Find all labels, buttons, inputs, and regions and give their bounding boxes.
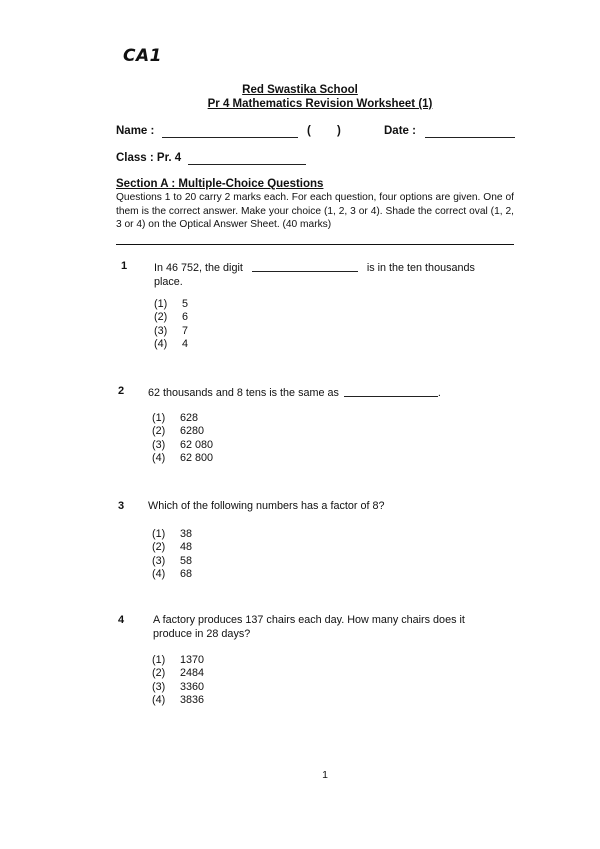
index-paren-close: )	[337, 125, 341, 137]
option-value: 38	[180, 528, 193, 540]
question-1-option-1	[154, 298, 188, 311]
question-2-text-after: .	[437, 387, 441, 399]
question-2-number: 2	[118, 385, 125, 397]
option-label: (2)	[152, 541, 166, 554]
option-value: 68	[180, 567, 193, 580]
option-value: 3360	[180, 680, 205, 693]
option-value: 6280	[180, 425, 205, 438]
option-value: 4	[182, 337, 189, 350]
question-1-answer-blank	[252, 260, 358, 272]
option-value: 6	[182, 311, 189, 324]
option-value: 7	[182, 324, 189, 337]
question-1-option-3	[154, 325, 188, 338]
worksheet-title: Pr 4 Mathematics Revision Worksheet (1)	[207, 98, 433, 110]
question-3-option-4	[152, 568, 192, 581]
option-label: (1)	[152, 654, 166, 666]
option-label: (4)	[152, 693, 166, 706]
section-a-instructions: Questions 1 to 20 carry 2 marks each. For each question, four options are given. One of them is the correct answer. Make your choice (1, 2, 3 or 4). Shade the correct oval (1, 2, 3 or 4) on the Optical Answer Sheet. (40 marks)	[116, 192, 514, 231]
question-1-text-line2: place.	[154, 275, 183, 288]
question-3-option-2	[152, 541, 192, 554]
option-value: 5	[182, 298, 189, 310]
question-2-answer-blank	[344, 385, 438, 397]
option-label: (4)	[152, 567, 166, 580]
date-label: Date :	[384, 125, 416, 137]
option-label: (3)	[152, 680, 166, 693]
name-field[interactable]	[162, 126, 298, 138]
index-number-field[interactable]	[316, 124, 334, 138]
name-label: Name :	[116, 125, 155, 137]
section-divider	[116, 244, 514, 245]
question-3-options	[152, 528, 192, 581]
question-4-text-line2: produce in 28 days?	[153, 627, 251, 640]
question-3-option-3	[152, 555, 192, 568]
question-1-text	[154, 260, 514, 289]
question-1-option-2	[154, 311, 188, 324]
question-1-number: 1	[121, 260, 128, 272]
question-4-option-1	[152, 654, 204, 667]
question-1-text-before: In 46 752, the digit	[154, 262, 243, 274]
question-1-text-after: is in the ten thousands	[366, 262, 475, 274]
question-2-option-4	[152, 452, 213, 465]
question-4-options	[152, 654, 204, 707]
option-value: 48	[180, 541, 193, 554]
question-4-option-2	[152, 667, 204, 680]
option-value: 62 080	[180, 438, 214, 451]
option-value: 3836	[180, 693, 205, 706]
option-label: (4)	[152, 451, 166, 464]
question-4-option-4	[152, 694, 204, 707]
option-label: (2)	[154, 311, 168, 324]
option-label: (1)	[152, 412, 166, 424]
page-number: 1	[322, 769, 328, 781]
question-4-number: 4	[118, 614, 125, 626]
option-label: (1)	[152, 528, 166, 540]
section-a-title: Section A : Multiple-Choice Questions	[116, 178, 324, 190]
class-field[interactable]	[188, 153, 306, 165]
option-value: 1370	[180, 654, 205, 666]
question-1-options	[154, 298, 188, 351]
option-label: (4)	[154, 337, 168, 350]
question-4-text-line1: A factory produces 137 chairs each day. How many chairs does it	[153, 614, 465, 626]
index-paren-open: (	[307, 125, 311, 137]
question-2-text-before: 62 thousands and 8 tens is the same as	[148, 387, 339, 399]
class-label: Class : Pr. 4	[116, 152, 182, 164]
option-value: 628	[180, 412, 199, 424]
option-label: (1)	[154, 298, 168, 310]
option-value: 58	[180, 554, 193, 567]
worksheet-tag: CA1	[123, 46, 162, 66]
question-3-option-1	[152, 528, 192, 541]
question-3-number: 3	[118, 500, 125, 512]
question-2-option-2	[152, 425, 213, 438]
option-label: (2)	[152, 667, 166, 680]
option-value: 62 800	[180, 451, 214, 464]
question-2-option-1	[152, 412, 213, 425]
question-4-text	[153, 614, 515, 641]
option-label: (3)	[152, 554, 166, 567]
question-2-option-3	[152, 439, 213, 452]
option-label: (3)	[152, 438, 166, 451]
question-1-option-4	[154, 338, 188, 351]
option-label: (2)	[152, 425, 166, 438]
question-2-text	[148, 385, 514, 401]
school-name: Red Swastika School	[242, 84, 358, 96]
question-2-options	[152, 412, 213, 465]
question-3-text: Which of the following numbers has a factor of 8?	[148, 500, 385, 512]
question-4-option-3	[152, 681, 204, 694]
date-field[interactable]	[425, 126, 515, 138]
option-label: (3)	[154, 324, 168, 337]
option-value: 2484	[180, 667, 205, 680]
